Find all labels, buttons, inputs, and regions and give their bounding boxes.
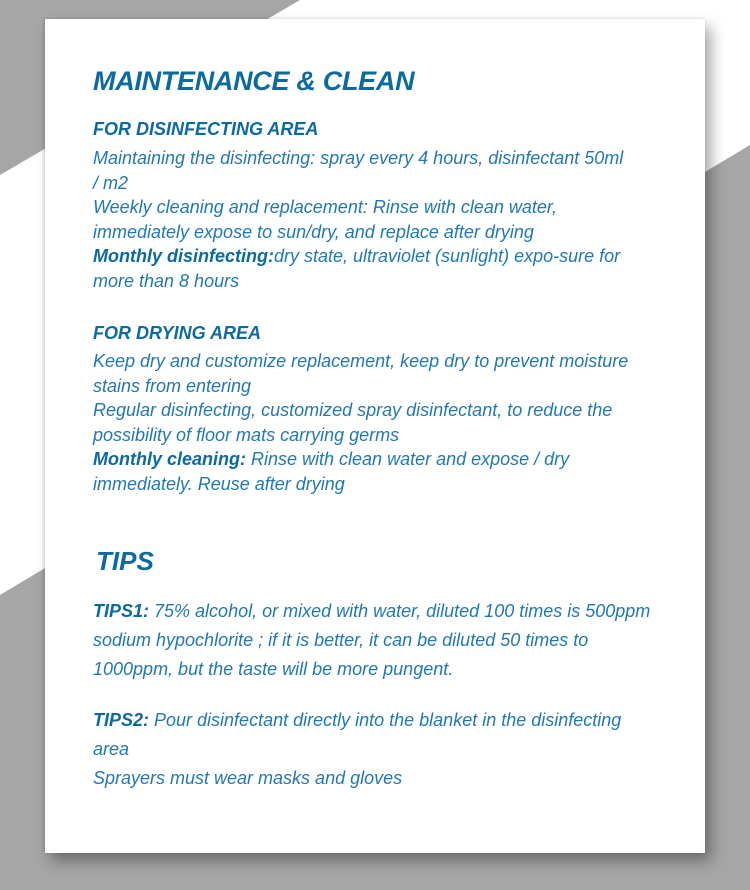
disinfecting-line-2: Weekly cleaning and replacement: Rinse with clean water, immediately expose to sun/dry, and replace after drying [93,197,557,242]
tip-2 [93,706,653,793]
content-card [45,19,705,853]
tip-2-label: TIPS2: [93,710,150,730]
monthly-disinfecting-label: Monthly disinfecting: [93,246,274,266]
drying-area-heading: FOR DRYING AREA [93,323,262,343]
drying-line-1: Keep dry and customize replacement, keep dry to prevent moisture stains from entering [93,351,629,396]
monthly-disinfecting-text: dry state, ultraviolet (sunlight) expo-sure for more than 8 hours [93,246,621,291]
tips-heading: TIPS [96,546,154,576]
tip-2-line-2: Sprayers must wear masks and gloves [93,768,403,788]
drying-line-2: Regular disinfecting, customized spray disinfectant, to reduce the possibility of floor mats carrying germs [93,400,613,445]
tip-2-text: Pour disinfectant directly into the blanket in the disinfecting area [93,710,622,759]
disinfecting-line-1: Maintaining the disinfecting: spray every 4 hours, disinfectant 50ml / m2 [93,148,624,193]
tip-1 [93,597,653,684]
tip-1-label: TIPS1: [93,601,150,621]
monthly-cleaning-text: Rinse with clean water and expose / dry immediately. Reuse after drying [93,449,570,494]
monthly-cleaning-label: Monthly cleaning: [93,449,246,469]
page-title: MAINTENANCE & CLEAN [93,66,415,96]
disinfecting-area-heading: FOR DISINFECTING AREA [93,119,319,139]
drying-line-3 [93,447,633,496]
disinfecting-line-3 [93,244,633,293]
tip-1-text: 75% alcohol, or mixed with water, diluted 100 times is 500ppm sodium hypochlorite ; if it is better, it can be diluted 50 times to 1000ppm, but the taste will be more pungent. [93,601,651,679]
